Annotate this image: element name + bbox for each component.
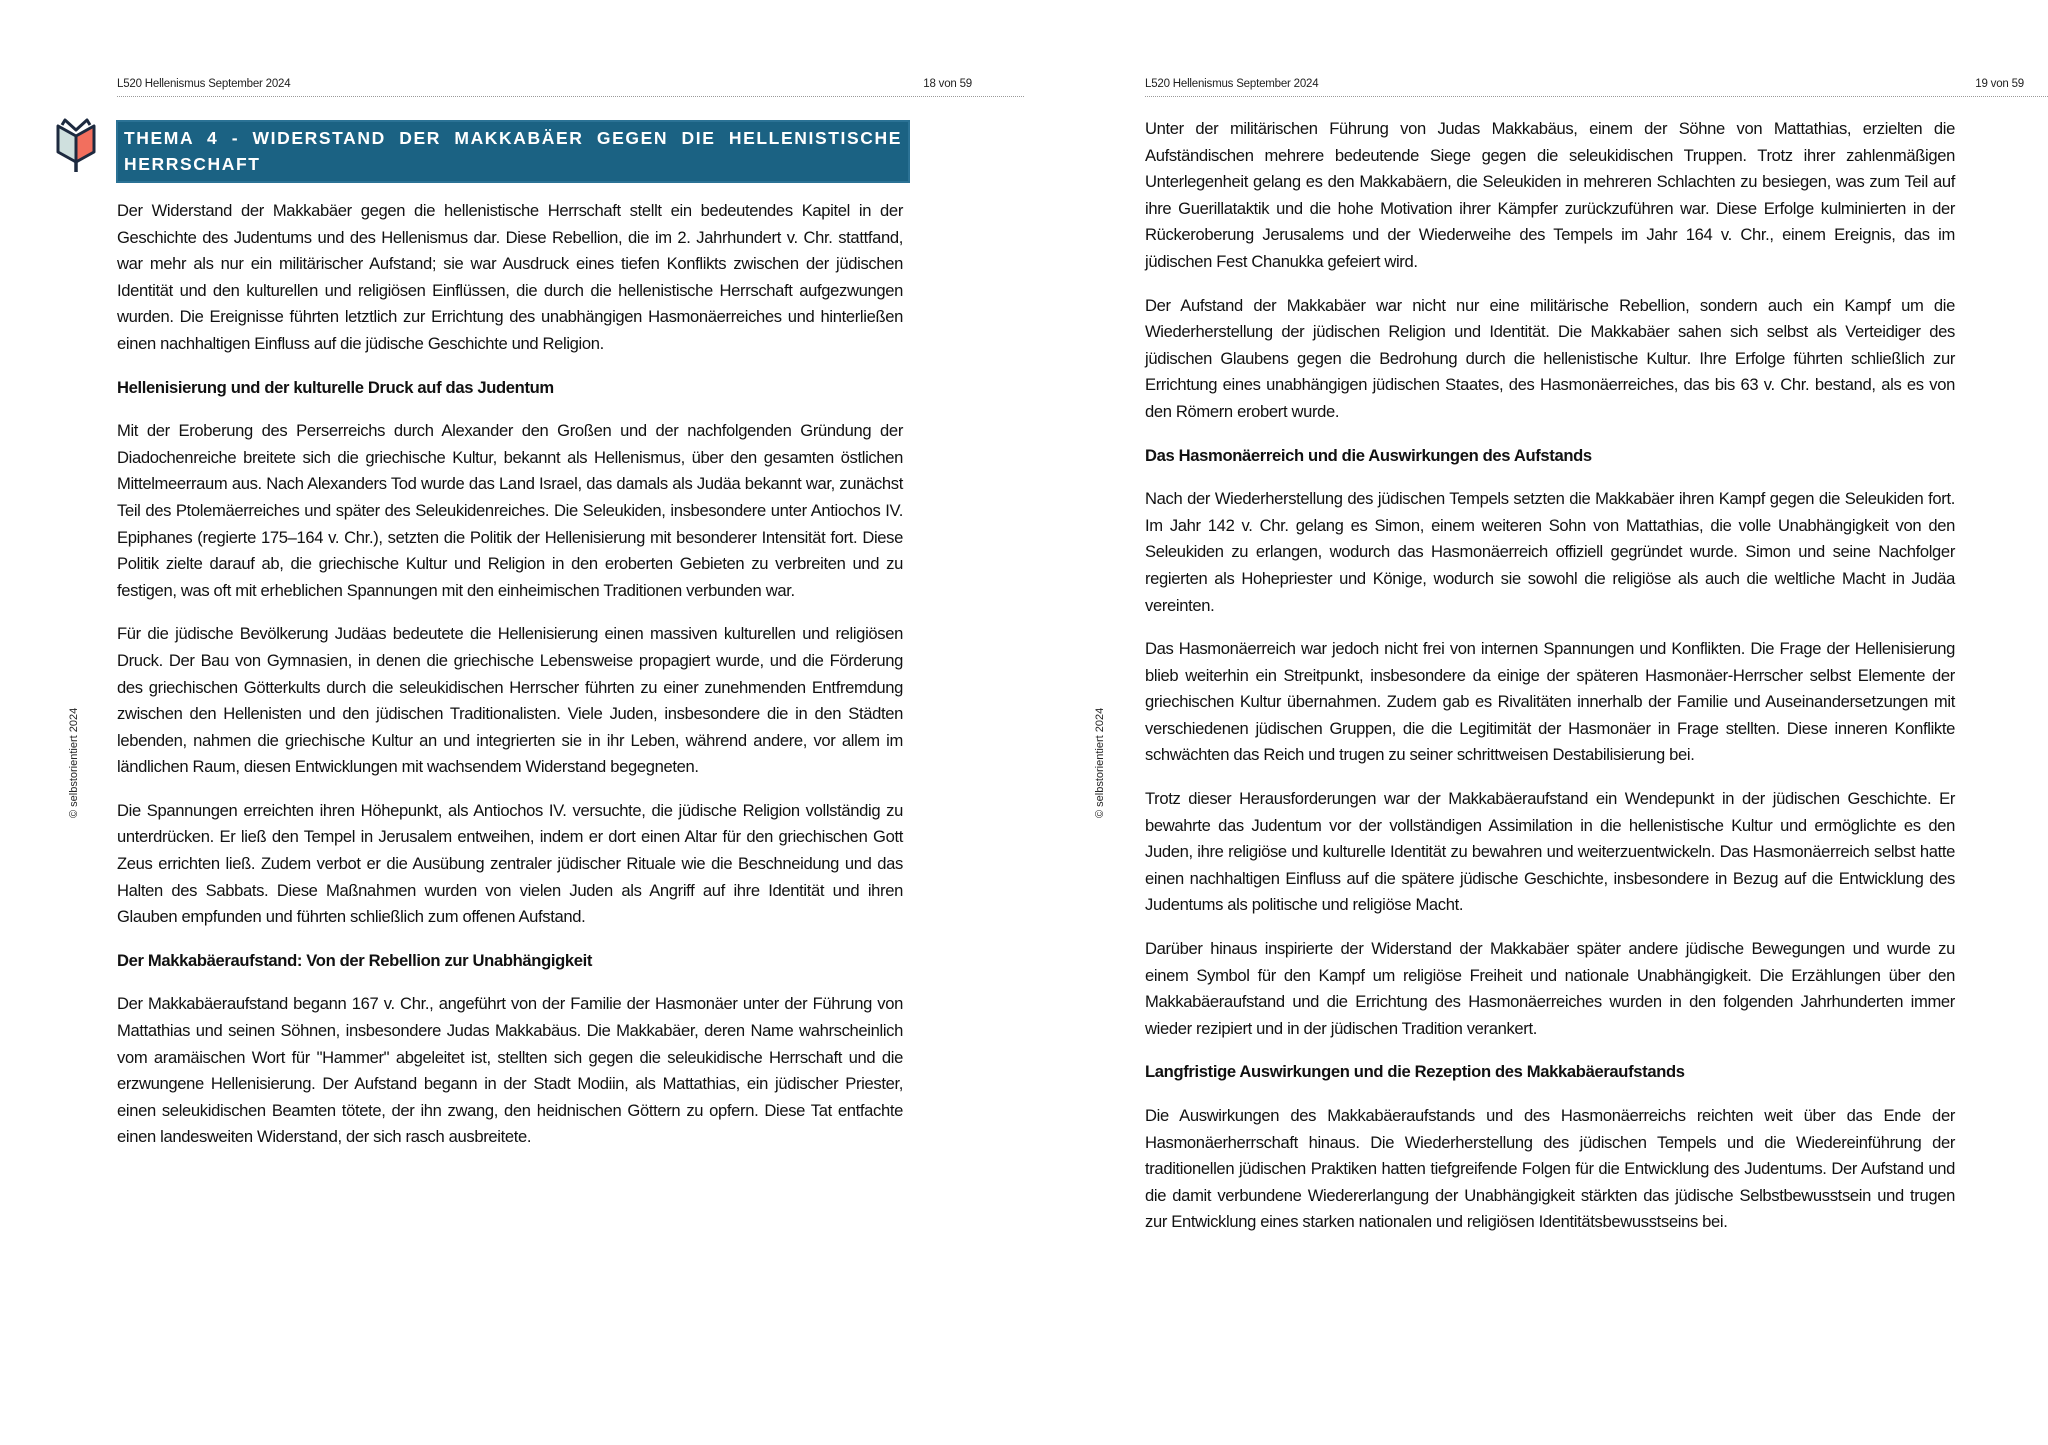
chapter-title-line-2: HERRSCHAFT xyxy=(124,154,261,174)
left-page-body xyxy=(117,198,903,1168)
chapter-title-line-1: THEMA 4 - WIDERSTAND DER MAKKABÄER GEGEN DIE HELLENISTISCHE xyxy=(124,128,902,148)
paragraph: Nach der Wiederherstellung des jüdischen Tempels setzten die Makkabäer ihren Kampf gegen die Seleukiden fort. Im Jahr 142 v. Chr. gelang es Simon, einem weiteren Sohn von Mattathias, die volle Unabhängigkeit von den Seleukiden zu erlangen, wodurch das Hasmonäerreich offiziell gegründet wurde. Simon und seine Nachfolger regierten als Hohepriester und Könige, wodurch sie sowohl die religiöse als auch die weltliche Macht in Judäa vereinten. xyxy=(1145,489,1955,615)
paragraph: Der Makkabäeraufstand begann 167 v. Chr., angeführt von der Familie der Hasmonäer unter der Führung von Mattathias und seinen Söhnen, insbesondere Judas Makkabäus. Die Makkabäer, deren Name wahrscheinlich vom aramäischen Wort für "Hammer" abgeleitet ist, stellten sich gegen die seleukidische Herrschaft und die erzwungene Hellenisierung. Der Aufstand begann in der Stadt Modiin, als Mattathias, ein jüdischer Priester, einen seleukidischen Beamten tötete, der ihn zwang, den heidnischen Göttern zu opfern. Diese Tat entfachte einen landesweiten Widerstand, der sich rasch ausbreitete. xyxy=(117,994,903,1147)
section-heading: Das Hasmonäerreich und die Auswirkungen des Aufstands xyxy=(1145,445,1592,465)
header-divider xyxy=(1145,96,2048,97)
open-book-icon xyxy=(52,116,100,172)
page-number: 19 von 59 xyxy=(1975,78,2024,90)
paragraph: Unter der militärischen Führung von Judas Makkabäus, einem der Söhne von Mattathias, erzielten die Aufständischen mehrere bedeutende Siege gegen die seleukidischen Truppen. Trotz ihrer zahlenmäßigen Unterlegenheit gelang es den Makkabäern, die Seleukiden in mehreren Schlachten zu besiegen, was zum Teil auf ihre Guerillataktik und die hohe Motivation ihrer Kämpfer zurückzuführen war. Diese Erfolge kulminierten in der Rückeroberung Jerusalems und der Wiederweihe des Tempels im Jahr 164 v. Chr., einem Ereignis, das im jüdischen Fest Chanukka gefeiert wird. xyxy=(1145,119,1955,271)
chapter-title-bar xyxy=(116,120,910,183)
running-header-title: L520 Hellenismus September 2024 xyxy=(117,78,291,90)
copyright-notice: © selbstorientiert 2024 xyxy=(1094,707,1106,818)
header-divider xyxy=(117,96,1024,97)
paragraph: Darüber hinaus inspirierte der Widerstand der Makkabäer später andere jüdische Bewegungen und wurde zu einem Symbol für den Kampf um religiöse Freiheit und nationale Unabhängigkeit. Die Erzählungen über den Makkabäeraufstand und die Errichtung des Hasmonäerreiches wurden in den folgenden Jahrhunderten immer wieder rezipiert und in der jüdischen Tradition verankert. xyxy=(1145,939,1955,1038)
section-heading: Hellenisierung und der kulturelle Druck auf das Judentum xyxy=(117,377,554,397)
paragraph: Die Auswirkungen des Makkabäeraufstands und des Hasmonäerreichs reichten weit über das Ende der Hasmonäerherrschaft hinaus. Die Wiederherstellung des jüdischen Tempels und die Wiedereinführung der traditionellen jüdischen Praktiken hatten tiefgreifende Folgen für die Entwicklung des Judentums. Der Aufstand und die damit verbundene Wiedererlangung der Unabhängigkeit stärkten das jüdische Selbstbewusstsein und trugen zur Entwicklung eines starken nationalen und religiösen Identitätsbewusstseins bei. xyxy=(1145,1106,1955,1232)
paragraph: Mit der Eroberung des Perserreichs durch Alexander den Großen und der nachfolgenden Gründung der Diadochenreiche breitete sich die griechische Kultur, bekannt als Hellenismus, über den gesamten östlichen Mittelmeerraum aus. Nach Alexanders Tod wurde das Land Israel, das damals als Judäa bekannt war, zunächst Teil des Ptolemäerreiches und später des Seleukidenreiches. Die Seleukiden, insbesondere unter Antiochos IV. Epiphanes (regierte 175–164 v. Chr.), setzten die Politik der Hellenisierung mit besonderer Intensität fort. Diese Politik zielte darauf ab, die griechische Kultur und Religion in den eroberten Gebieten zu verbreiten und zu festigen, was oft mit erheblichen Spannungen mit den einheimischen Traditionen verbunden war. xyxy=(117,421,903,600)
paragraph: Für die jüdische Bevölkerung Judäas bedeutete die Hellenisierung einen massiven kulturellen und religiösen Druck. Der Bau von Gymnasien, in denen die griechische Lebensweise propagiert wurde, und die Förderung des griechischen Götterkults durch die seleukidischen Herrscher führten zu einer zunehmenden Entfremdung zwischen den Hellenisten und den jüdischen Traditionalisten. Viele Juden, insbesondere die in den Städten lebenden, nahmen die griechische Kultur an und integrierten sie in ihr Leben, während andere, vor allem im ländlichen Raum, diesen Entwicklungen mit wachsendem Widerstand begegneten. xyxy=(117,624,903,777)
right-page-body xyxy=(1145,116,1955,1253)
copyright-notice: © selbstorientiert 2024 xyxy=(68,707,80,818)
running-header-title: L520 Hellenismus September 2024 xyxy=(1145,78,1319,90)
page-number: 18 von 59 xyxy=(923,78,972,90)
paragraph: Die Spannungen erreichten ihren Höhepunkt, als Antiochos IV. versuchte, die jüdische Religion vollständig zu unterdrücken. Er ließ den Tempel in Jerusalem entweihen, indem er dort einen Altar für den griechischen Gott Zeus errichten ließ. Zudem verbot er die Ausübung zentraler jüdischer Rituale wie die Beschneidung und das Halten des Sabbats. Diese Maßnahmen wurden von vielen Juden als Angriff auf ihre Identität und ihren Glauben empfunden und führten schließlich zum offenen Aufstand. xyxy=(117,800,903,927)
paragraph: Das Hasmonäerreich war jedoch nicht frei von internen Spannungen und Konflikten. Die Frage der Hellenisierung blieb weiterhin ein Streitpunkt, insbesondere da einige der späteren Hasmonäer-Herrscher selbst Elemente der griechischen Kultur übernahmen. Zudem gab es Rivalitäten innerhalb der Familie und Auseinandersetzungen mit verschiedenen jüdischen Gruppen, die die Legitimität der Hasmonäer in Frage stellten. Diese inneren Konflikte schwächten das Reich und trugen zu seiner schrittweisen Destabilisierung bei. xyxy=(1145,639,1955,765)
paragraph: Der Widerstand der Makkabäer gegen die hellenistische Herrschaft stellt ein bedeutendes Kapitel in der Geschichte des Judentums und des Hellenismus dar. Diese Rebellion, die im 2. Jahrhundert v. Chr. stattfand, war mehr als nur ein militärischer Aufstand; sie war Ausdruck eines tiefen Konflikts zwischen der jüdischen Identität und den kulturellen und religiösen Einflüssen, die durch die hellenistische Herrschaft aufgezwungen wurden. Die Ereignisse führten letztlich zur Errichtung des unabhängigen Hasmonäerreiches und hinterließen einen nachhaltigen Einfluss auf die jüdische Geschichte und Religion. xyxy=(117,201,903,353)
section-heading: Langfristige Auswirkungen und die Rezeption des Makkabäeraufstands xyxy=(1145,1062,1685,1082)
paragraph: Trotz dieser Herausforderungen war der Makkabäeraufstand ein Wendepunkt in der jüdischen Geschichte. Er bewahrte das Judentum vor der vollständigen Assimilation in die hellenistische Kultur und ermöglichte es den Juden, ihre religiöse und kulturelle Identität zu bewahren und weiterzuentwickeln. Das Hasmonäerreich selbst hatte einen nachhaltigen Einfluss auf die spätere jüdische Geschichte, insbesondere in Bezug auf die Entwicklung des Judentums als politische und religiöse Macht. xyxy=(1145,789,1955,915)
paragraph: Der Aufstand der Makkabäer war nicht nur eine militärische Rebellion, sondern auch ein Kampf um die Wiederherstellung der jüdischen Religion und Identität. Die Makkabäer sahen sich selbst als Verteidiger des jüdischen Glaubens gegen die Bedrohung durch die hellenistische Kultur. Ihre Erfolge führten schließlich zur Errichtung eines unabhängigen jüdischen Staates, des Hasmonäerreiches, das bis 63 v. Chr. bestand, als es von den Römern erobert wurde. xyxy=(1145,295,1955,421)
section-heading: Der Makkabäeraufstand: Von der Rebellion zur Unabhängigkeit xyxy=(117,950,593,970)
page-19 xyxy=(1024,0,2048,1445)
